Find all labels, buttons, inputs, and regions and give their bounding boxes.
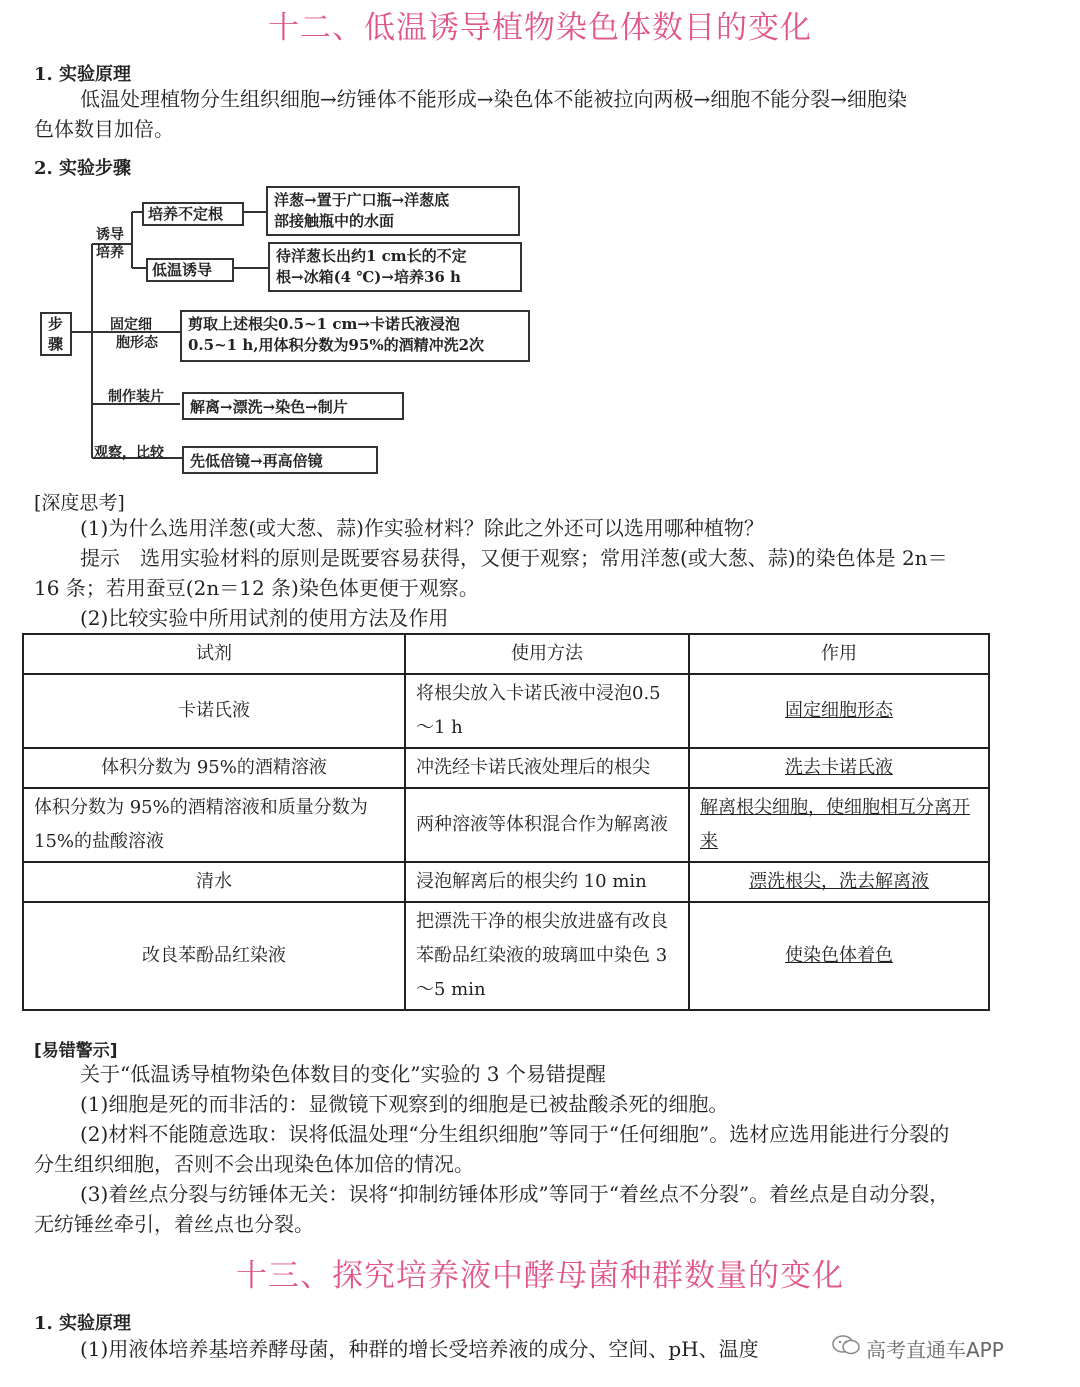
label-observe: 观察，比较 <box>94 445 164 461</box>
cell-method: 浸泡解离后的根尖约 10 min <box>405 862 689 902</box>
cell-reagent: 体积分数为 95%的酒精溶液 <box>23 748 405 788</box>
label-fix: 固定细 胞形态 <box>110 317 158 351</box>
steps-diagram <box>0 180 560 480</box>
table-row <box>23 862 989 902</box>
cell-function: 解离根尖细胞，使细胞相互分离开来 <box>689 788 989 862</box>
table-row <box>23 748 989 788</box>
warn-3-line2: 无纺锤丝牵引，着丝点也分裂。 <box>34 1212 314 1236</box>
label-slide: 制作装片 <box>108 389 164 405</box>
cell-reagent: 卡诺氏液 <box>23 674 405 748</box>
box-onion-setup: 洋葱→置于广口瓶→洋葱底 部接触瓶中的水面 <box>266 186 520 236</box>
cell-function: 洗去卡诺氏液 <box>689 748 989 788</box>
think-heading: [深度思考] <box>34 492 125 514</box>
label-induce: 诱导 培养 <box>96 227 124 261</box>
table-row <box>23 788 989 862</box>
box-low-temp: 低温诱导 <box>146 258 234 282</box>
cell-function: 使染色体着色 <box>689 902 989 1010</box>
principle-heading: 1. 实验原理 <box>34 64 132 85</box>
cell-reagent: 体积分数为 95%的酒精溶液和质量分数为15%的盐酸溶液 <box>23 788 405 862</box>
diagram-root-box <box>40 312 72 356</box>
cell-reagent: 改良苯酚品红染液 <box>23 902 405 1010</box>
header-function: 作用 <box>689 634 989 674</box>
wechat-icon <box>832 1334 862 1356</box>
cell-method: 冲洗经卡诺氏液处理后的根尖 <box>405 748 689 788</box>
principle-line1: 低温处理植物分生组织细胞→纺锤体不能形成→染色体不能被拉向两极→细胞不能分裂→细胞染 <box>80 87 908 111</box>
section13-line1: (1)用液体培养基培养酵母菌，种群的增长受培养液的成分、空间、pH、温度 <box>80 1337 759 1361</box>
warn-3-line1: (3)着丝点分裂与纺锤体无关：误将“抑制纺锤体形成”等同于“着丝点不分裂”。着丝点是自动分裂， <box>80 1182 950 1206</box>
reagent-table <box>22 633 990 1011</box>
hint-line1: 提示 选用实验材料的原则是既要容易获得，又便于观察；常用洋葱(或大葱、蒜)的染色体是 2n＝ <box>80 546 948 570</box>
cell-method: 将根尖放入卡诺氏液中浸泡0.5～1 h <box>405 674 689 748</box>
section12-title: 十二、低温诱导植物染色体数目的变化 <box>268 10 812 46</box>
watermark-text: 高考直通车APP <box>866 1338 1004 1362</box>
box-culture-root: 培养不定根 <box>142 202 244 226</box>
warn-heading: [易错警示] <box>34 1041 118 1061</box>
cell-reagent: 清水 <box>23 862 405 902</box>
cell-method: 两种溶液等体积混合作为解离液 <box>405 788 689 862</box>
question-2: (2)比较实验中所用试剂的使用方法及作用 <box>80 606 449 630</box>
cell-method: 把漂洗干净的根尖放进盛有改良苯酚品红染液的玻璃皿中染色 3～5 min <box>405 902 689 1010</box>
cell-function: 固定细胞形态 <box>689 674 989 748</box>
header-reagent: 试剂 <box>23 634 405 674</box>
box-observe-detail: 先低倍镜→再高倍镜 <box>182 446 378 474</box>
header-method: 使用方法 <box>405 634 689 674</box>
principle-line2: 色体数目加倍。 <box>34 117 174 141</box>
table-row <box>23 674 989 748</box>
section13-title: 十三、探究培养液中酵母菌种群数量的变化 <box>236 1258 844 1294</box>
warn-2-line1: (2)材料不能随意选取：误将低温处理“分生组织细胞”等同于“任何细胞”。选材应选用能进行分裂的 <box>80 1122 950 1146</box>
warn-1: (1)细胞是死的而非活的：显微镜下观察到的细胞是已被盐酸杀死的细胞。 <box>80 1092 729 1116</box>
section13-principle-heading: 1. 实验原理 <box>34 1313 132 1334</box>
warn-intro: 关于“低温诱导植物染色体数目的变化”实验的 3 个易错提醒 <box>80 1062 606 1086</box>
steps-heading: 2. 实验步骤 <box>34 158 132 179</box>
root-char-1: 步 <box>48 315 64 333</box>
hint-line2: 16 条；若用蚕豆(2n＝12 条)染色体更便于观察。 <box>34 576 479 600</box>
table-header-row <box>23 634 989 674</box>
table-row <box>23 902 989 1010</box>
root-char-2: 骤 <box>48 335 64 353</box>
question-1: (1)为什么选用洋葱(或大葱、蒜)作实验材料？除此之外还可以选用哪种植物？ <box>80 516 764 540</box>
warn-2-line2: 分生组织细胞，否则不会出现染色体加倍的情况。 <box>34 1152 474 1176</box>
box-slide-detail: 解离→漂洗→染色→制片 <box>182 392 404 420</box>
box-low-temp-detail: 待洋葱长出约1 cm长的不定 根→冰箱(4 ℃)→培养36 h <box>268 242 522 292</box>
box-fix-detail: 剪取上述根尖0.5~1 cm→卡诺氏液浸泡 0.5~1 h,用体积分数为95%的酒精冲洗2次 <box>180 310 530 362</box>
cell-function: 漂洗根尖，洗去解离液 <box>689 862 989 902</box>
